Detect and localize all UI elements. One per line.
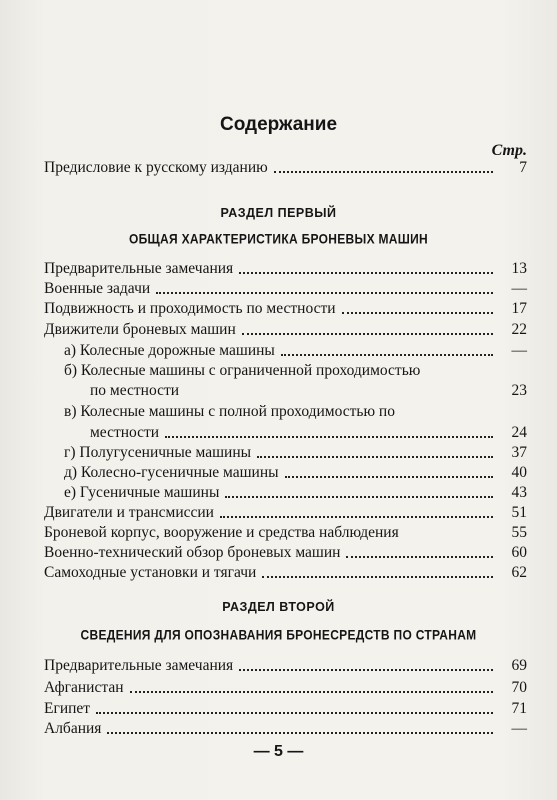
toc-entry-page: 24 <box>511 424 527 441</box>
section-subheading: СВЕДЕНИЯ ДЛЯ ОПОЗНАВАНИЯ БРОНЕСРЕДСТВ ПО СТРАНАМ <box>80 626 477 644</box>
dot-leader <box>156 292 493 294</box>
toc-entry-label: Военно-технический обзор броневых машин <box>44 544 341 561</box>
toc-entry <box>64 341 527 361</box>
toc-entry-page: 7 <box>519 159 527 176</box>
toc-entry <box>44 259 527 279</box>
toc-entry-label: Египет <box>44 700 91 717</box>
toc-entry <box>64 443 527 463</box>
toc-entry <box>44 699 527 719</box>
toc-entry <box>44 320 527 340</box>
toc-entry-page: 22 <box>511 321 527 338</box>
toc-entry-page: 23 <box>511 382 527 399</box>
toc-entry-label: г) Полугусеничные машины <box>64 444 252 461</box>
toc-entry-page: — <box>511 720 527 737</box>
toc-entry-label: Предисловие к русскому изданию <box>44 159 268 176</box>
dot-leader <box>96 712 493 714</box>
toc-entry <box>44 543 527 563</box>
toc-entry-page: 60 <box>511 544 527 561</box>
dot-leader <box>185 394 493 396</box>
toc-entry-label: Броневой корпус, вооружение и средства наблюдения <box>44 524 399 541</box>
toc-entry-label: Двигатели и трансмиссии <box>44 504 214 521</box>
dot-leader <box>239 669 493 671</box>
dot-leader <box>242 333 493 335</box>
toc-entry-label: Афганистан <box>44 679 124 696</box>
dot-leader <box>346 556 493 558</box>
toc-entry <box>64 463 527 483</box>
dot-leader <box>342 312 493 314</box>
toc-entry-label: а) Колесные дорожные машины <box>64 342 275 359</box>
toc-entry-label-continued: местности <box>90 424 160 441</box>
toc-entry <box>44 299 527 319</box>
toc-entry-page: 55 <box>511 524 527 541</box>
dot-leader <box>285 476 493 478</box>
dot-leader <box>281 354 493 356</box>
toc-entry-label: Движители броневых машин <box>44 321 236 338</box>
page-column-label: Стр. <box>491 142 527 159</box>
dot-leader <box>220 516 493 518</box>
toc-entry <box>44 719 527 739</box>
section-heading: РАЗДЕЛ ПЕРВЫЙ <box>220 206 337 220</box>
toc-entry-page: 62 <box>511 564 527 581</box>
toc-entry-page: 71 <box>511 700 527 717</box>
dot-leader <box>239 272 493 274</box>
toc-entry <box>44 656 527 676</box>
page-number-footer: — 5 — <box>253 743 304 760</box>
toc-entry <box>90 423 527 443</box>
toc-entry-label: в) Колесные машины с полной проходимостью по <box>64 403 395 420</box>
toc-entry-label: Подвижность и проходимость по местности <box>44 300 336 317</box>
toc-entry-page: 51 <box>511 504 527 521</box>
toc-entry-page: 69 <box>511 657 527 674</box>
toc-entry-label: б) Колесные машины с ограниченной проходимостью <box>64 362 421 379</box>
toc-entry-label: Военные задачи <box>44 280 151 297</box>
toc-entry-page: 13 <box>511 260 527 277</box>
dot-leader <box>274 171 493 173</box>
dot-leader <box>130 691 494 693</box>
toc-entry <box>44 503 527 523</box>
toc-entry-page: 40 <box>511 464 527 481</box>
toc-entry-page: — <box>511 342 527 359</box>
dot-leader <box>225 496 493 498</box>
section-heading: РАЗДЕЛ ВТОРОЙ <box>222 600 335 614</box>
toc-entry <box>44 678 527 698</box>
dot-leader <box>405 536 493 538</box>
toc-entry <box>44 563 527 583</box>
toc-entry-label: Предварительные замечания <box>44 657 234 674</box>
page-title: Содержание <box>219 114 338 135</box>
toc-entry <box>44 523 527 543</box>
toc-entry-page: 43 <box>511 484 527 501</box>
toc-entry <box>44 279 527 299</box>
section-subheading: ОБЩАЯ ХАРАКТЕРИСТИКА БРОНЕВЫХ МАШИН <box>128 230 429 248</box>
toc-entry <box>64 483 527 503</box>
toc-entry-label: Предварительные замечания <box>44 260 234 277</box>
toc-entry <box>90 381 527 401</box>
dot-leader <box>262 576 493 578</box>
toc-entry-page: 17 <box>511 300 527 317</box>
toc-entry-page: — <box>511 280 527 297</box>
toc-entry-page: 37 <box>511 444 527 461</box>
dot-leader <box>257 456 493 458</box>
toc-entry-label: е) Гусеничные машины <box>64 484 220 501</box>
toc-entry-label: Самоходные установки и тягачи <box>44 564 257 581</box>
dot-leader <box>107 732 493 734</box>
toc-entry-label-continued: по местности <box>90 382 180 399</box>
toc-entry-preface <box>44 158 527 178</box>
toc-entry-label: Албания <box>44 720 102 737</box>
toc-entry-label: д) Колесно-гусеничные машины <box>64 464 279 481</box>
toc-entry-page: 70 <box>511 679 527 696</box>
dot-leader <box>165 436 493 438</box>
